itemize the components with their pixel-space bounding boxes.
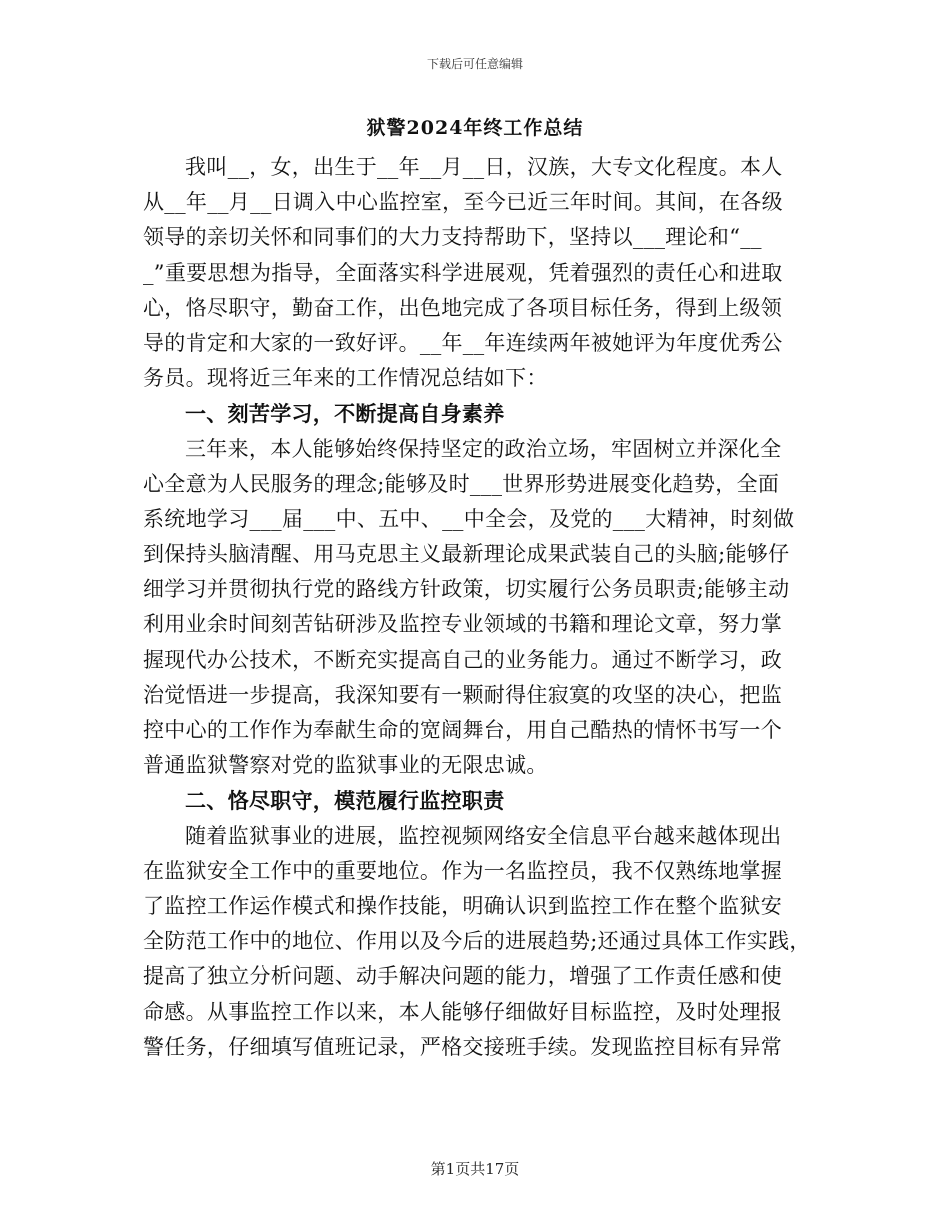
paragraph-line: 到保持头脑清醒、用马克思主义最新理论成果武装自己的头脑;能够仔 — [143, 542, 790, 567]
paragraph-line: 治觉悟进一步提高，我深知要有一颗耐得住寂寞的攻坚的决心，把监 — [143, 682, 782, 707]
paragraph-line: 随着监狱事业的进展，监控视频网络安全信息平台越来越体现出 — [185, 823, 782, 848]
paragraph-line: 在监狱安全工作中的重要地位。作为一名监控员，我不仅熟练地掌握 — [143, 858, 782, 883]
paragraph-line: 利用业余时间刻苦钻研涉及监控专业领域的书籍和理论文章，努力掌 — [143, 612, 782, 637]
paragraph-line: 三年来，本人能够始终保持坚定的政治立场，牢固树立并深化全 — [185, 436, 782, 461]
paragraph-line: 务员。现将近三年来的工作情况总结如下： — [143, 366, 548, 391]
paragraph-line: 命感。从事监控工作以来，本人能够仔细做好目标监控，及时处理报 — [143, 999, 782, 1024]
paragraph-line: 心全意为人民服务的理念;能够及时___世界形势进展变化趋势，全面 — [143, 471, 780, 496]
paragraph-line: 细学习并贯彻执行党的路线方针政策，切实履行公务员职责;能够主动 — [143, 577, 790, 602]
document-body — [143, 150, 815, 1065]
page-footer: 第1页共17页 — [430, 1160, 520, 1178]
paragraph-line: 心，恪尽职守，勤奋工作，出色地完成了各项目标任务，得到上级领 — [143, 295, 782, 320]
paragraph-line: 全防范工作中的地位、作用以及今后的进展趋势;还通过具体工作实践， — [143, 929, 811, 954]
header-note: 下载后可任意编辑 — [426, 57, 523, 71]
paragraph-line: 领导的亲切关怀和同事们的大力支持帮助下，坚持以___理论和“__ — [143, 225, 762, 250]
paragraph-line: 从__年__月__日调入中心监控室，至今已近三年时间。其间，在各级 — [143, 190, 783, 215]
document-title: 狱警2024年终工作总结 — [366, 117, 584, 139]
paragraph-line: _”重要思想为指导，全面落实科学进展观，凭着强烈的责任心和进取 — [143, 260, 783, 285]
section-heading-2: 二、恪尽职守，模范履行监控职责 — [185, 788, 505, 814]
paragraph-line: 了监控工作运作模式和操作技能，明确认识到监控工作在整个监狱安 — [143, 893, 782, 918]
paragraph-line: 握现代办公技术，不断充实提高自己的业务能力。通过不断学习，政 — [143, 647, 782, 672]
paragraph-line: 警任务，仔细填写值班记录，严格交接班手续。发现监控目标有异常 — [143, 1034, 782, 1059]
section-heading-1: 一、刻苦学习，不断提高自身素养 — [185, 401, 505, 427]
paragraph-line: 普通监狱警察对党的监狱事业的无限忠诚。 — [143, 753, 548, 778]
paragraph-line: 我叫__，女，出生于__年__月__日，汉族，大专文化程度。本人 — [185, 155, 783, 179]
paragraph-line: 提高了独立分析问题、动手解决问题的能力，增强了工作责任感和使 — [143, 964, 782, 989]
paragraph-line: 控中心的工作作为奉献生命的宽阔舞台，用自己酷热的情怀书写一个 — [143, 718, 782, 742]
paragraph-line: 系统地学习___届___中、五中、__中全会，及党的___大精神，时刻做 — [143, 506, 795, 531]
paragraph-line: 导的肯定和大家的一致好评。__年__年连续两年被她评为年度优秀公 — [143, 330, 783, 355]
